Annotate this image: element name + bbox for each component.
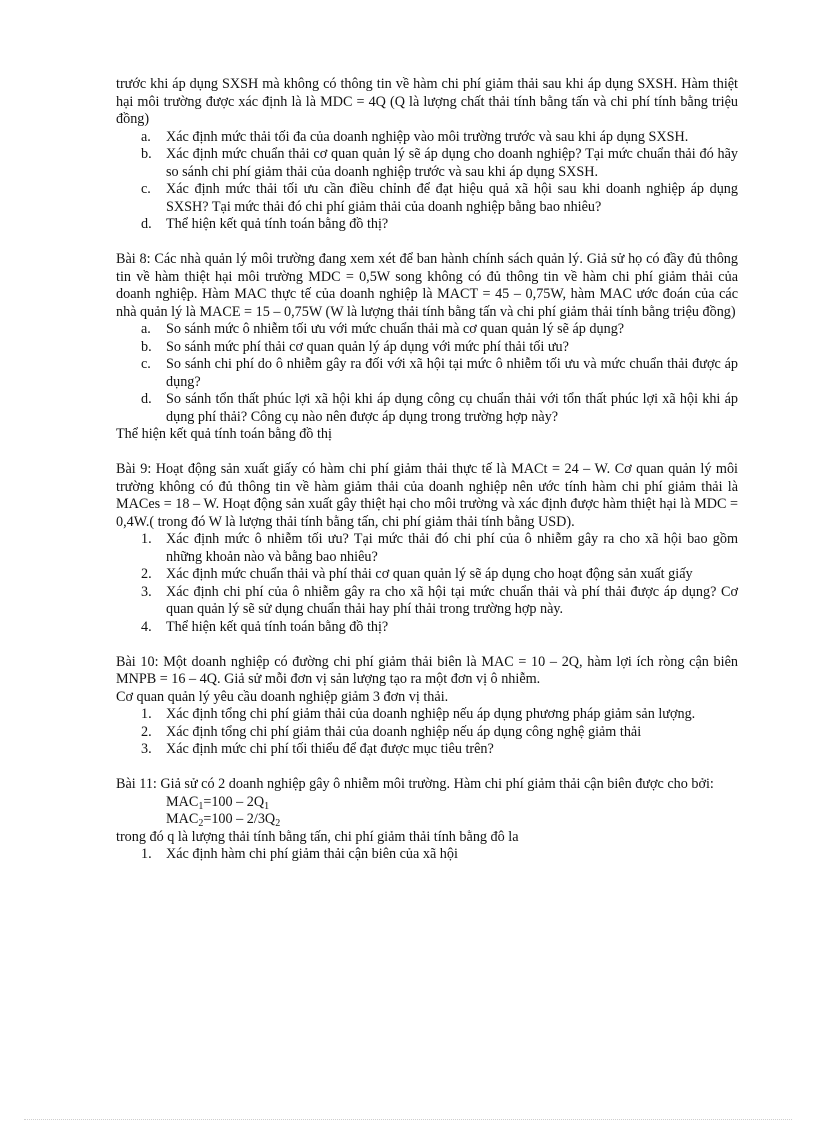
formula-text: MAC [166, 793, 199, 810]
formula-text: MAC [166, 811, 199, 827]
list-marker: 3. [141, 583, 152, 600]
list-marker: b. [141, 146, 152, 162]
list-item [116, 584, 738, 619]
list-item [116, 391, 738, 426]
list-marker: 1. [141, 531, 152, 547]
list-item-text: Xác định mức chi phí tối thiểu để đạt được mục tiêu trên? [166, 741, 494, 757]
list-item [116, 846, 738, 864]
list-item-text: Xác định mức ô nhiễm tối ưu? Tại mức thải đó chi phí của ô nhiễm gây ra cho xã hội bao gồm những khoản nào và bằng bao nhiêu? [166, 531, 738, 565]
exercise-10-list [116, 706, 738, 759]
formula-mac2 [116, 811, 738, 829]
list-item [116, 531, 738, 566]
list-item [116, 146, 738, 181]
list-item [116, 706, 738, 724]
list-item-text: Xác định tổng chi phí giảm thải của doanh nghiệp nếu áp dụng phương pháp giảm sản lượng. [166, 706, 696, 722]
list-item-text: Xác định tổng chi phí giảm thải của doanh nghiệp nếu áp dụng công nghệ giảm thải [166, 723, 642, 740]
formula-subscript: 2 [198, 818, 204, 829]
exercise-10-paragraph-2: Cơ quan quản lý yêu cầu doanh nghiệp giảm 3 đơn vị thải. [116, 688, 449, 705]
exercise-11-paragraph-2: trong đó q là lượng thải tính bằng tấn, chi phí giảm thải tính bằng đô la [116, 828, 519, 845]
list-item-text: So sánh chi phí do ô nhiễm gây ra đối với xã hội tại mức ô nhiễm tối ưu và mức chuẩn thải được áp dụng? [166, 356, 738, 390]
list-item [116, 741, 738, 759]
exercise-11 [116, 776, 738, 864]
formula-subscript: 1 [198, 800, 204, 812]
list-item [116, 356, 738, 391]
formula-text: =100 – 2/3Q [203, 811, 276, 827]
list-item-text: Xác định chi phí của ô nhiễm gây ra cho xã hội tại mức chuẩn thải và phí thải được áp dụng? Cơ quan quản lý sẽ sử dụng chuẩn thải hay phí thải trong trường hợp này. [166, 583, 738, 617]
formula-text: =100 – 2Q [203, 793, 265, 810]
list-marker: c. [141, 181, 151, 197]
list-item-text: Xác định mức chuẩn thải và phí thải cơ quan quản lý sẽ áp dụng cho hoạt động sản xuất giấy [166, 566, 693, 582]
exercise-9-paragraph: Bài 9: Hoạt động sản xuất giấy có hàm chi phí giảm thải thực tế là MACt = 24 – W. Cơ quan quản lý môi trường không có đủ thông tin về hàm giảm thải của doanh nghiệp nên ước tính hàm chi phí giảm thải là MACes = 18 – W. Hoạt động sản xuất gây thiệt hại cho môi trường và xác định được hàm thiệt hại là MDC = 0,4W.( trong đó W là lượng thải tính bằng tấn, chi phí giảm thải tính bằng USD). [116, 461, 738, 530]
intro-section [116, 76, 738, 234]
list-item-text: So sánh mức ô nhiễm tối ưu với mức chuẩn thải mà cơ quan quản lý sẽ áp dụng? [166, 321, 625, 337]
list-marker: c. [141, 356, 151, 372]
intro-paragraph: trước khi áp dụng SXSH mà không có thông tin về hàm chi phí giảm thải sau khi áp dụng SXSH. Hàm thiệt hại môi trường được xác định là là MDC = 4Q (Q là lượng chất thải tính bằng tấn và chi phí tính bằng triệu đồng) [116, 76, 738, 127]
list-item [116, 619, 738, 637]
list-item [116, 724, 738, 742]
intro-list [116, 129, 738, 234]
list-marker: 2. [141, 723, 152, 740]
list-item-text: Xác định mức thải tối đa của doanh nghiệp vào môi trường trước và sau khi áp dụng SXSH. [166, 128, 689, 145]
list-marker: 2. [141, 566, 152, 582]
list-item [116, 566, 738, 584]
list-item-text: Thể hiện kết quả tính toán bằng đồ thị? [166, 216, 389, 232]
exercise-9-list [116, 531, 738, 636]
list-marker: 4. [141, 618, 152, 635]
exercise-10-paragraph: Bài 10: Một doanh nghiệp có đường chi phí giảm thải biên là MAC = 10 – 2Q, hàm lợi ích ròng cận biên MNPB = 16 – 4Q. Giả sử mỗi đơn vị sản lượng tạo ra một đơn vị ô nhiễm. [116, 653, 738, 687]
document-page [116, 76, 738, 864]
list-item-text: Xác định mức chuẩn thải cơ quan quản lý sẽ áp dụng cho doanh nghiệp? Tại mức chuẩn thải đó hãy so sánh chi phí giảm thải của doanh nghiệp trước và sau khi áp dụng SXSH. [166, 146, 738, 180]
list-item [116, 321, 738, 339]
list-marker: d. [141, 216, 152, 232]
list-marker: 1. [141, 846, 152, 862]
page-bottom-divider [24, 1119, 792, 1120]
exercise-8-paragraph: Bài 8: Các nhà quản lý môi trường đang xem xét để ban hành chính sách quản lý. Giả sử họ có đầy đủ thông tin về hàm thiệt hại môi trường MDC = 0,5W song không có đủ thông tin về hàm chi phí giảm thải của doanh nghiệp. Hàm MAC thực tế của doanh nghiệp là MACT = 45 – 0,75W, hàm MAC ước đoán của các nhà quản lý là MACE = 15 – 0,75W (W là lượng thải tính bằng tấn và chi phí giảm thải tính bằng triệu đồng) [116, 251, 738, 320]
list-item [116, 181, 738, 216]
list-marker: d. [141, 391, 152, 407]
list-marker: a. [141, 128, 151, 145]
exercise-11-list [116, 846, 738, 864]
list-marker: 3. [141, 741, 152, 757]
list-marker: b. [141, 338, 152, 355]
list-item [116, 129, 738, 147]
list-marker: 1. [141, 706, 152, 722]
formula-mac1 [116, 794, 738, 812]
formula-subscript: 2 [275, 818, 281, 829]
exercise-9 [116, 461, 738, 636]
list-item-text: Xác định mức thải tối ưu cần điều chỉnh để đạt hiệu quả xã hội sau khi doanh nghiệp áp dụng SXSH? Tại mức thải đó chi phí giảm thải của doanh nghiệp bằng bao nhiêu? [166, 181, 738, 215]
exercise-11-paragraph: Bài 11: Giả sử có 2 doanh nghiệp gây ô nhiễm môi trường. Hàm chi phí giảm thải cận biên được cho bởi: [116, 776, 714, 792]
list-item [116, 216, 738, 234]
list-item-text: Xác định hàm chi phí giảm thải cận biên của xã hội [166, 846, 458, 862]
exercise-10 [116, 654, 738, 759]
list-item-text: So sánh mức phí thải cơ quan quản lý áp dụng với mức phí thải tối ưu? [166, 338, 569, 355]
list-item-text: Thể hiện kết quả tính toán bằng đồ thị? [166, 618, 389, 635]
exercise-8-closing: Thể hiện kết quả tính toán bằng đồ thị [116, 426, 332, 442]
formula-subscript: 1 [264, 800, 270, 812]
list-item [116, 339, 738, 357]
list-marker: a. [141, 321, 151, 337]
list-item-text: So sánh tổn thất phúc lợi xã hội khi áp dụng công cụ chuẩn thải với tổn thất phúc lợi xã hội khi áp dụng phí thải? Công cụ nào nên được áp dụng trong trường hợp này? [166, 391, 738, 425]
exercise-8-list [116, 321, 738, 426]
exercise-8 [116, 251, 738, 444]
